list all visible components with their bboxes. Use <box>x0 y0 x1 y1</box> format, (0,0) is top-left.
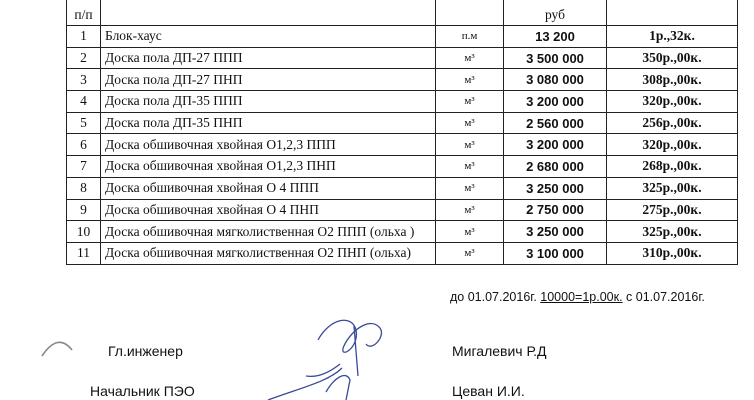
header-price: руб <box>504 0 607 26</box>
row-price: 3 250 000 <box>504 177 607 199</box>
note-prefix: до 01.07.2016г. <box>450 290 541 304</box>
row-unit: м³ <box>436 112 504 134</box>
row-price-nds: 1р.,32к. <box>607 26 738 48</box>
row-price-nds: 256р.,00к. <box>607 112 738 134</box>
note-suffix: с 01.07.2016г. <box>622 290 705 304</box>
chief-engineer-title: Гл.инженер <box>108 343 183 359</box>
row-num: 11 <box>67 242 101 264</box>
row-num: 7 <box>67 156 101 178</box>
row-unit: м³ <box>436 242 504 264</box>
row-price: 13 200 <box>504 26 607 48</box>
header-num: п/п <box>67 0 101 26</box>
row-price: 2 560 000 <box>504 112 607 134</box>
row-num: 4 <box>67 91 101 113</box>
row-num: 1 <box>67 26 101 48</box>
row-name: Доска пола ДП-27 ПНП <box>101 69 436 91</box>
note-rate: 10000=1р.00к. <box>540 290 623 304</box>
row-price: 3 100 000 <box>504 242 607 264</box>
row-num: 2 <box>67 47 101 69</box>
row-price: 3 200 000 <box>504 134 607 156</box>
row-price: 3 080 000 <box>504 69 607 91</box>
row-name: Доска обшивочная хвойная О1,2,3 ППП <box>101 134 436 156</box>
row-num: 9 <box>67 199 101 221</box>
signature-scribble <box>306 320 381 376</box>
row-name: Доска пола ДП-35 ПНП <box>101 112 436 134</box>
row-price: 3 500 000 <box>504 47 607 69</box>
row-name: Доска пола ДП-35 ППП <box>101 91 436 113</box>
row-price-nds: 325р.,00к. <box>607 221 738 243</box>
corner-mark <box>42 342 72 356</box>
row-num: 8 <box>67 177 101 199</box>
pe-head-name: Цеван И.И. <box>452 383 525 399</box>
row-num: 3 <box>67 69 101 91</box>
row-price-nds: 320р.,00к. <box>607 91 738 113</box>
row-price: 2 750 000 <box>504 199 607 221</box>
row-price-nds: 308р.,00к. <box>607 69 738 91</box>
row-unit: м³ <box>436 47 504 69</box>
row-name: Доска обшивочная хвойная О1,2,3 ПНП <box>101 156 436 178</box>
row-num: 10 <box>67 221 101 243</box>
signature-lower <box>268 368 350 400</box>
row-unit: м³ <box>436 177 504 199</box>
row-name: Доска обшивочная хвойная О 4 ППП <box>101 177 436 199</box>
row-price: 2 680 000 <box>504 156 607 178</box>
row-price-nds: 350р.,00к. <box>607 47 738 69</box>
row-name: Доска обшивочная мягколиственная О2 ППП (ольха ) <box>101 221 436 243</box>
row-price-nds: 310р.,00к. <box>607 242 738 264</box>
row-num: 5 <box>67 112 101 134</box>
row-price-nds: 325р.,00к. <box>607 177 738 199</box>
row-unit: м³ <box>436 156 504 178</box>
row-num: 6 <box>67 134 101 156</box>
row-price-nds: 275р.,00к. <box>607 199 738 221</box>
row-unit: п.м <box>436 26 504 48</box>
row-name: Блок-хаус <box>101 26 436 48</box>
row-unit: м³ <box>436 69 504 91</box>
row-price: 3 200 000 <box>504 91 607 113</box>
row-unit: м³ <box>436 221 504 243</box>
row-name: Доска обшивочная хвойная О 4 ПНП <box>101 199 436 221</box>
row-unit: м³ <box>436 199 504 221</box>
row-price: 3 250 000 <box>504 221 607 243</box>
chief-engineer-name: Мигалевич Р.Д <box>452 343 547 359</box>
row-name: Доска обшивочная мягколиственная О2 ПНП (ольха) <box>101 242 436 264</box>
row-price-nds: 268р.,00к. <box>607 156 738 178</box>
pe-head-title: Начальник ПЭО <box>90 383 195 399</box>
row-name: Доска пола ДП-27 ППП <box>101 47 436 69</box>
row-price-nds: 320р.,00к. <box>607 134 738 156</box>
row-unit: м³ <box>436 91 504 113</box>
row-unit: м³ <box>436 134 504 156</box>
